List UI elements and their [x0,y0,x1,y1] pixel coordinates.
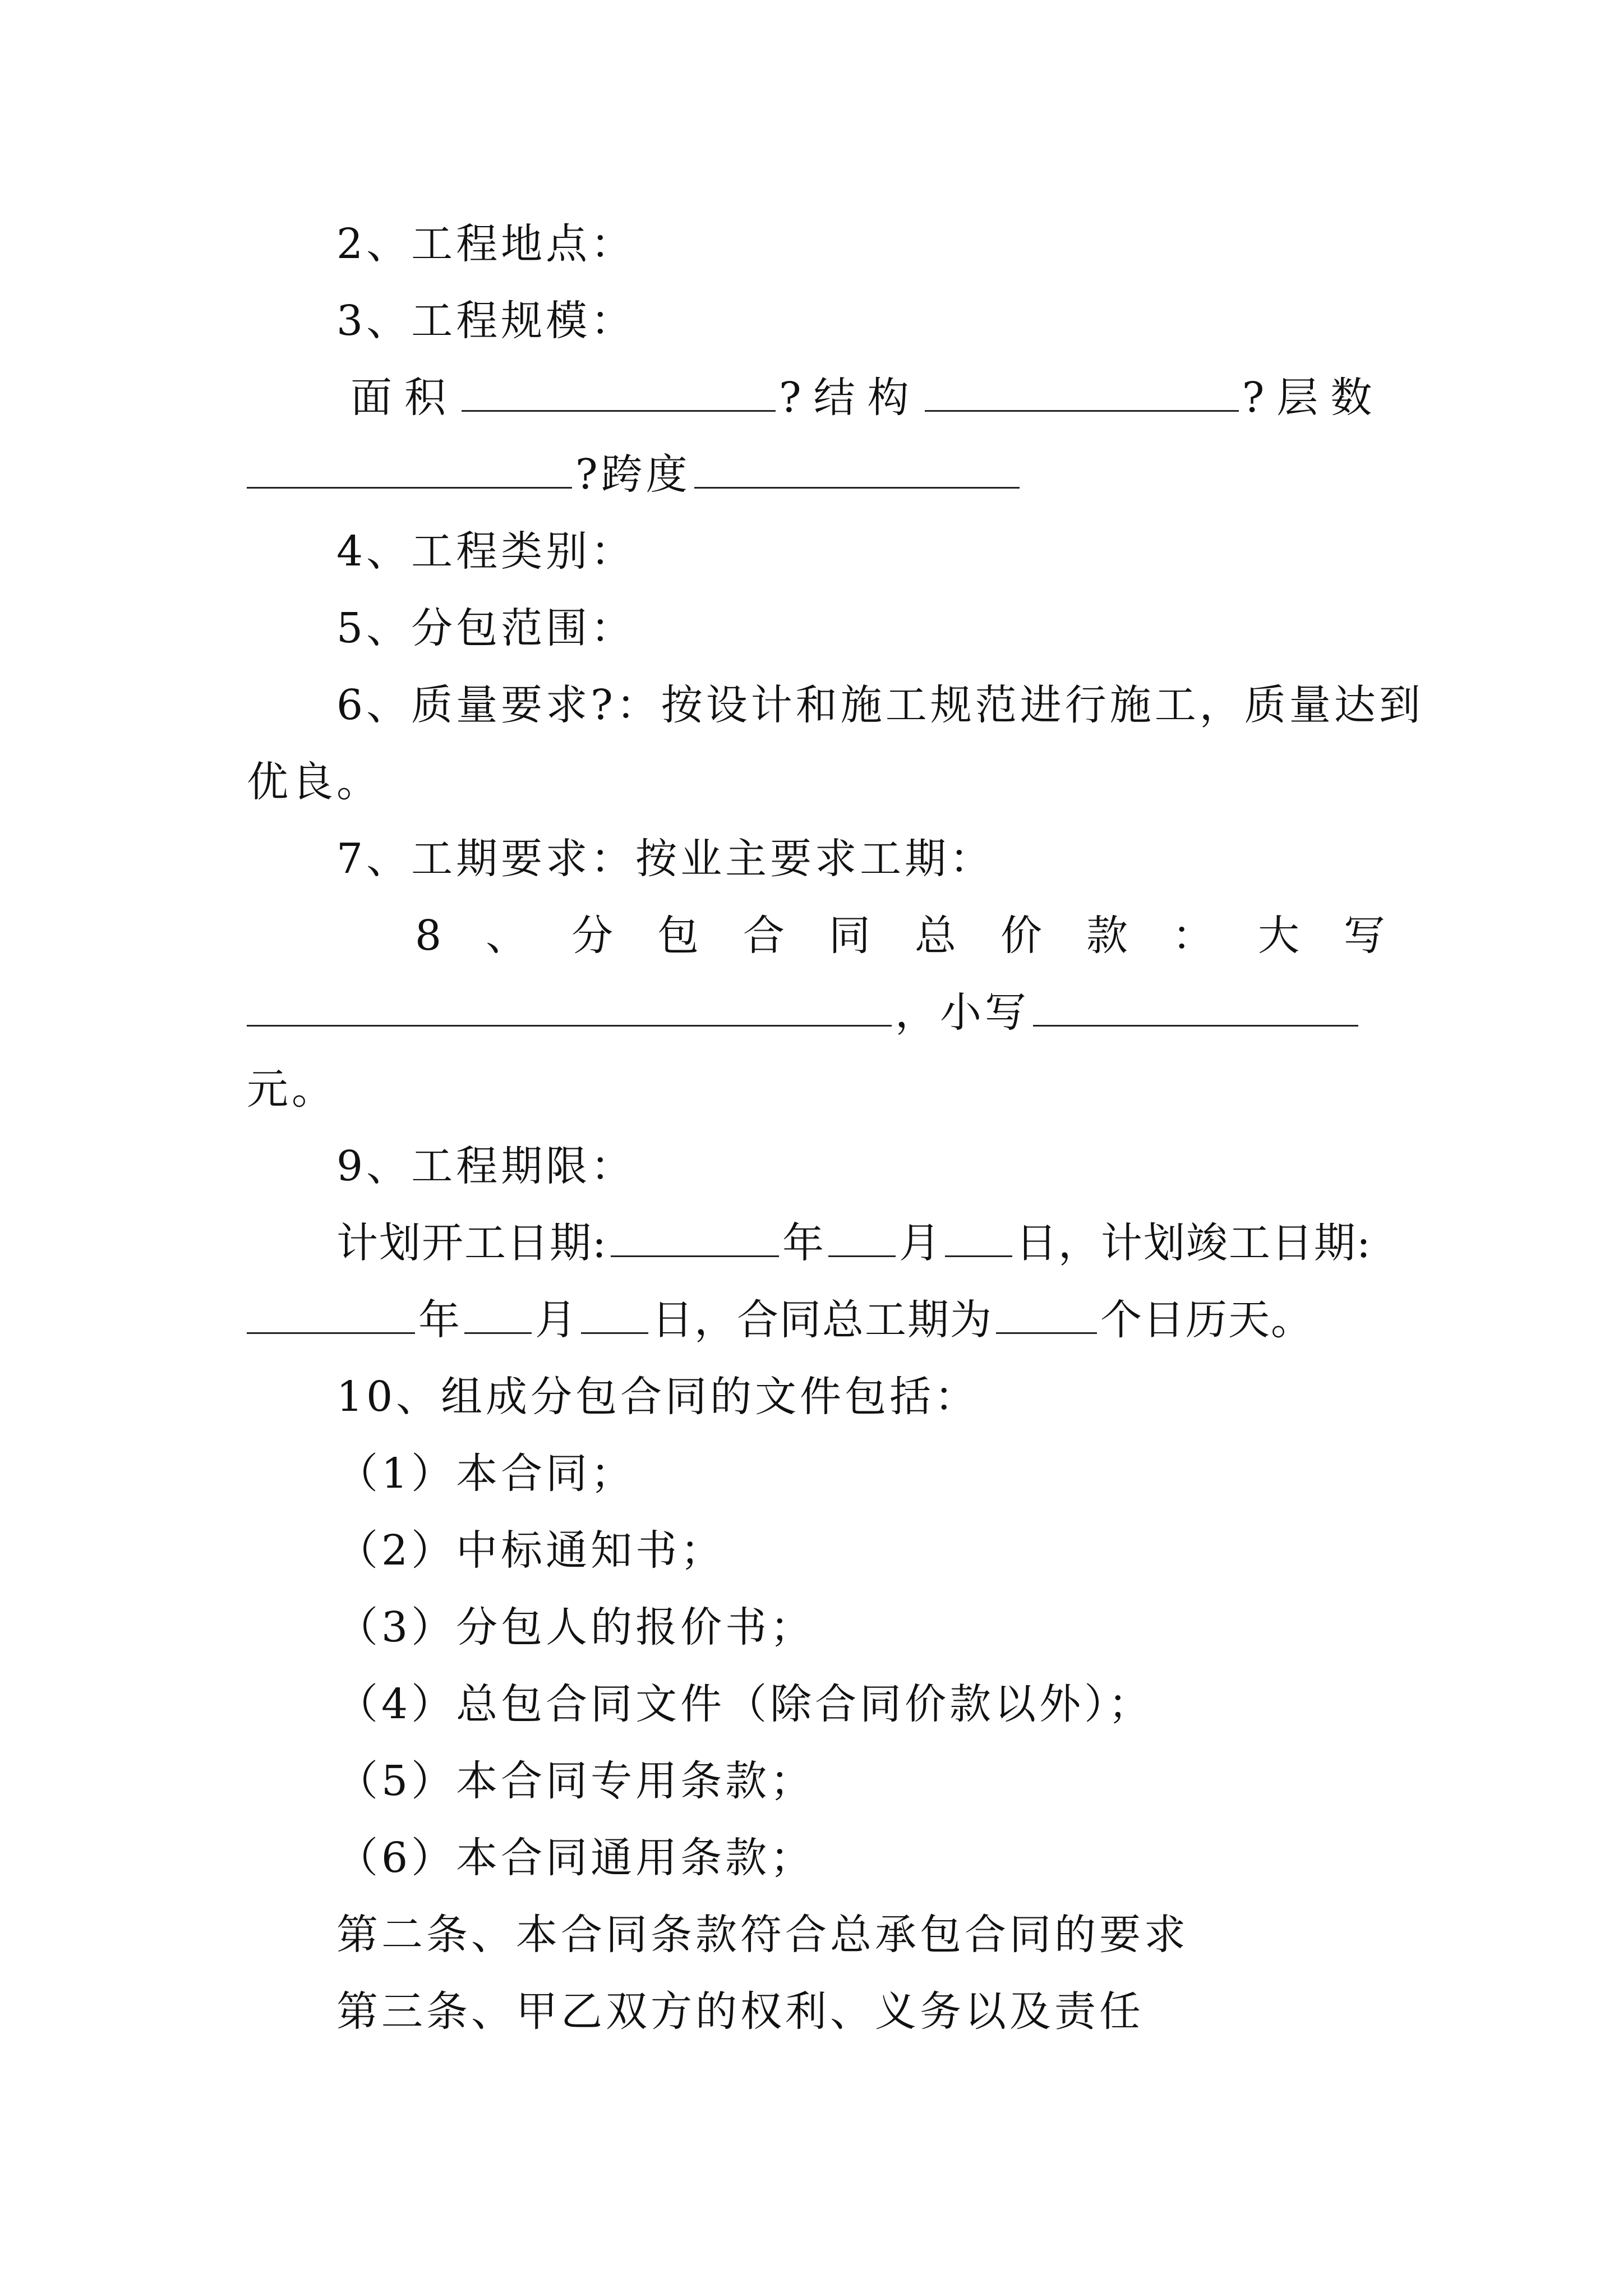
price-char: 写 [1343,912,1385,960]
span-label: ?跨度 [575,450,691,499]
clause-3-scale: 3、工程规模： [336,297,636,345]
article-2-heading: 第二条、本合同条款符合总承包合同的要求 [336,1911,1189,1959]
month-label: 月 [535,1296,578,1344]
span-blank [694,451,1020,489]
area-blank [462,374,776,412]
floors-label: ?层数 [1242,374,1385,422]
document-list-item: （1）本合同； [336,1450,636,1498]
calendar-days-label: 个日历天。 [1100,1296,1313,1344]
clause-5-subcontract-scope: 5、分包范围： [336,604,636,652]
document-list-item: （5）本合同专用条款； [336,1757,815,1805]
clause-7-schedule: 7、工期要求：按业主要求工期： [336,835,995,883]
price-char: 同 [829,912,871,960]
end-year-blank [247,1296,415,1334]
clause-8-price [415,908,1385,964]
clause-6-quality: 6、质量要求?：按设计和施工规范进行施工，质量达到 [336,681,1424,729]
price-char: 价 [1000,912,1042,960]
area-label: 面积 [351,374,458,422]
price-char: 包 [657,912,699,960]
year-label: 年 [418,1296,461,1344]
price-lowercase-blank [1033,989,1358,1027]
document-list-item: （2）中标通知书； [336,1526,726,1575]
end-month-blank [464,1296,532,1334]
price-char: 、 [486,912,528,960]
total-days-blank [996,1296,1097,1334]
price-char: 款 [1086,912,1128,960]
planned-start-label: 计划开工日期: [336,1219,607,1267]
clause-2-location: 2、工程地点： [336,220,636,268]
price-char: 8 [415,912,442,960]
price-char: 总 [915,912,956,960]
clause-6-quality-cont: 优良。 [247,758,381,806]
clause-10-documents: 10、组成分包合同的文件包括： [336,1373,980,1421]
document-list-item: （4）总包合同文件（除合同价款以外）； [336,1680,1154,1728]
clause-4-category: 4、工程类别： [336,527,636,576]
end-day-blank [581,1296,648,1334]
clause-9-duration: 9、工程期限： [336,1142,636,1190]
clause-8-price-amounts [247,984,1385,1041]
month-label: 月 [898,1219,942,1267]
structure-label: ?结构 [779,374,921,422]
planned-end-label: 日，计划竣工日期: [1015,1219,1372,1267]
scale-fields-row-2 [247,447,1385,503]
start-month-blank [828,1220,896,1257]
price-char: 大 [1257,912,1299,960]
start-year-blank [611,1220,779,1257]
price-char: 分 [571,912,614,960]
year-label: 年 [782,1219,825,1267]
floors-blank [247,451,572,489]
planned-end-date-row [247,1292,1385,1348]
document-list-item: （6）本合同通用条款； [336,1834,815,1882]
document-list-item: （3）分包人的报价书； [336,1603,815,1651]
planned-start-date-row [336,1215,1385,1271]
structure-blank [925,374,1239,412]
price-char: ： [1172,912,1214,960]
price-lowercase-label: ，小写 [895,988,1030,1037]
scale-fields-row-1 [351,370,1385,426]
clause-8-price-unit: 元。 [247,1065,336,1114]
article-3-heading: 第三条、甲乙双方的权利、义务以及责任 [336,1987,1144,2036]
total-period-label: 日，合同总工期为 [652,1296,993,1344]
start-day-blank [945,1220,1012,1257]
price-char: 合 [743,912,785,960]
price-uppercase-blank [247,989,892,1027]
